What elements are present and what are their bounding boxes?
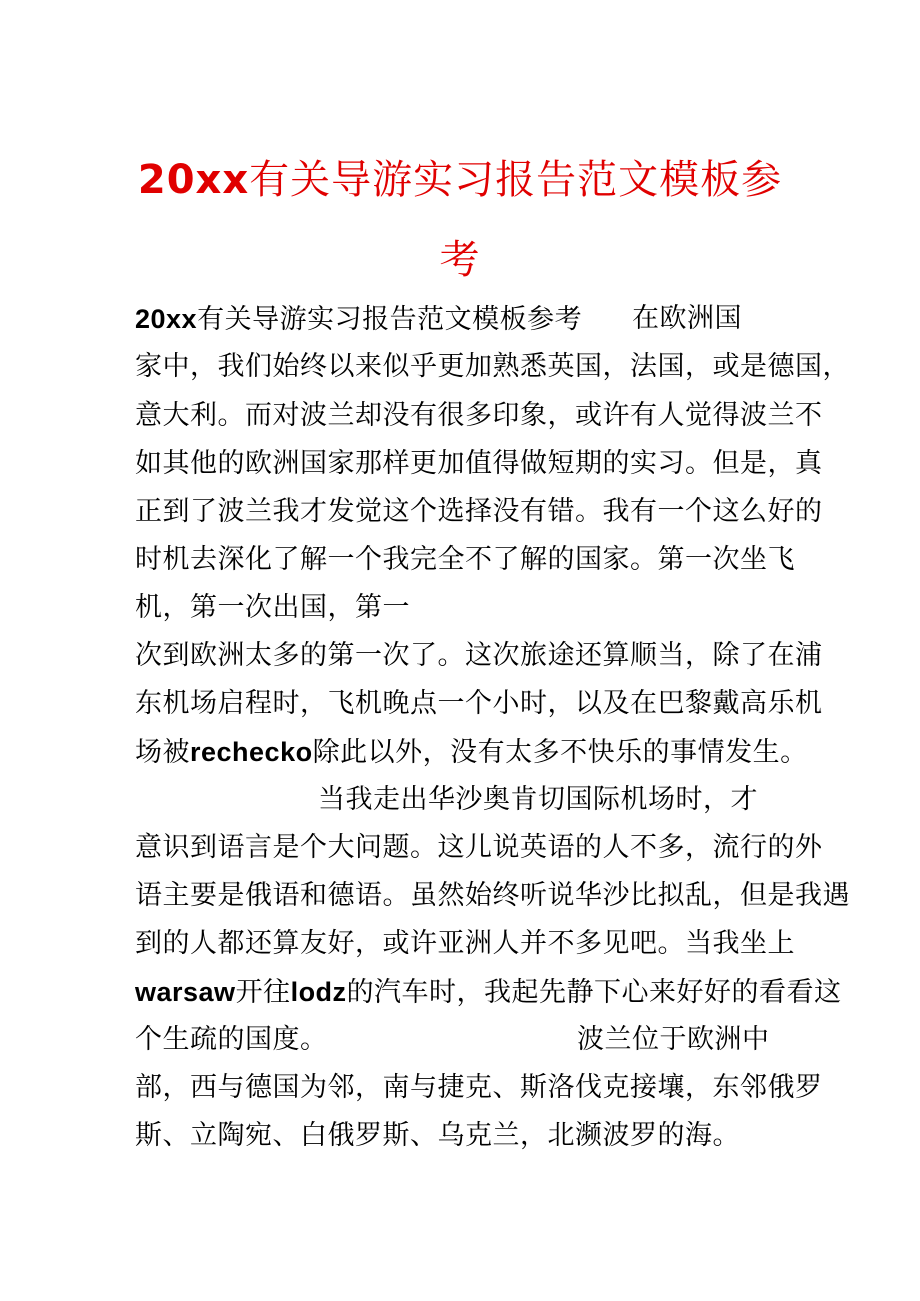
body-line-4: 如其他的欧洲国家那样更加值得做短期的实习。但是，真: [135, 448, 823, 479]
body-line-15: [135, 974, 842, 1011]
title-text-continued: 考: [439, 237, 481, 283]
body-line-10: [135, 734, 808, 771]
body-line-13: 语主要是俄语和德语。虽然始终听说华沙比拟乱，但是我遇: [135, 880, 850, 911]
title-line-2: [0, 236, 920, 284]
body-line-15-a: 开往: [235, 977, 291, 1008]
title-text: 有关导游实习报告范文模板参: [249, 157, 783, 203]
body-line-17: 部，西与德国为邻，南与捷克、斯洛伐克接壤，东邻俄罗: [135, 1072, 823, 1103]
body-line-8: 次到欧洲太多的第一次了。这次旅途还算顺当，除了在浦: [135, 640, 823, 671]
body-line-10-a: 场被: [135, 737, 190, 768]
body-line-1: [135, 301, 582, 338]
body-line-2: 家中，我们始终以来似乎更加熟悉英国，法国，或是德国，: [135, 351, 850, 382]
title-year: 20xx: [137, 157, 250, 203]
body-year: 20xx: [135, 304, 198, 334]
body-line-9: 东机场启程时，飞机晚点一个小时，以及在巴黎戴高乐机: [135, 688, 823, 719]
body-line-10-b: 除此以外，没有太多不快乐的事情发生。: [312, 737, 808, 768]
body-line-5: 正到了波兰我才发觉这个选择没有错。我有一个这么好的: [135, 496, 823, 527]
body-line-12: 意识到语言是个大问题。这儿说英语的人不多，流行的外: [135, 832, 823, 863]
body-line-7: 机，第一次出国，第一: [135, 592, 410, 623]
body-line-15-latin-1: warsaw: [135, 977, 236, 1007]
body-line-16: 个生疏的国度。: [135, 1024, 328, 1055]
body-line-15-b: 的汽车时，我起先静下心来好好的看看这: [346, 977, 842, 1008]
body-line-6: 时机去深化了解一个我完全不了解的国家。第一次坐飞: [135, 544, 795, 575]
body-line-3: 意大利。而对波兰却没有很多印象，或许有人觉得波兰不: [135, 400, 823, 431]
body-line-18: 斯、立陶宛、白俄罗斯、乌克兰，北濒波罗的海。: [135, 1120, 740, 1151]
body-line-15-latin-2: lodz: [290, 977, 347, 1007]
body-line-10-latin: rechecko: [190, 737, 313, 767]
title-line-1: [0, 156, 920, 204]
body-heading: 有关导游实习报告范文模板参考: [197, 304, 583, 335]
body-line-1-tail: 在欧洲国: [632, 303, 742, 334]
body-line-16-tail: 波兰位于欧洲中: [577, 1024, 770, 1055]
body-line-14: 到的人都还算友好，或许亚洲人并不多见吧。当我坐上: [135, 928, 795, 959]
body-line-11: 当我走出华沙奥肯切国际机场时，才: [318, 784, 758, 815]
